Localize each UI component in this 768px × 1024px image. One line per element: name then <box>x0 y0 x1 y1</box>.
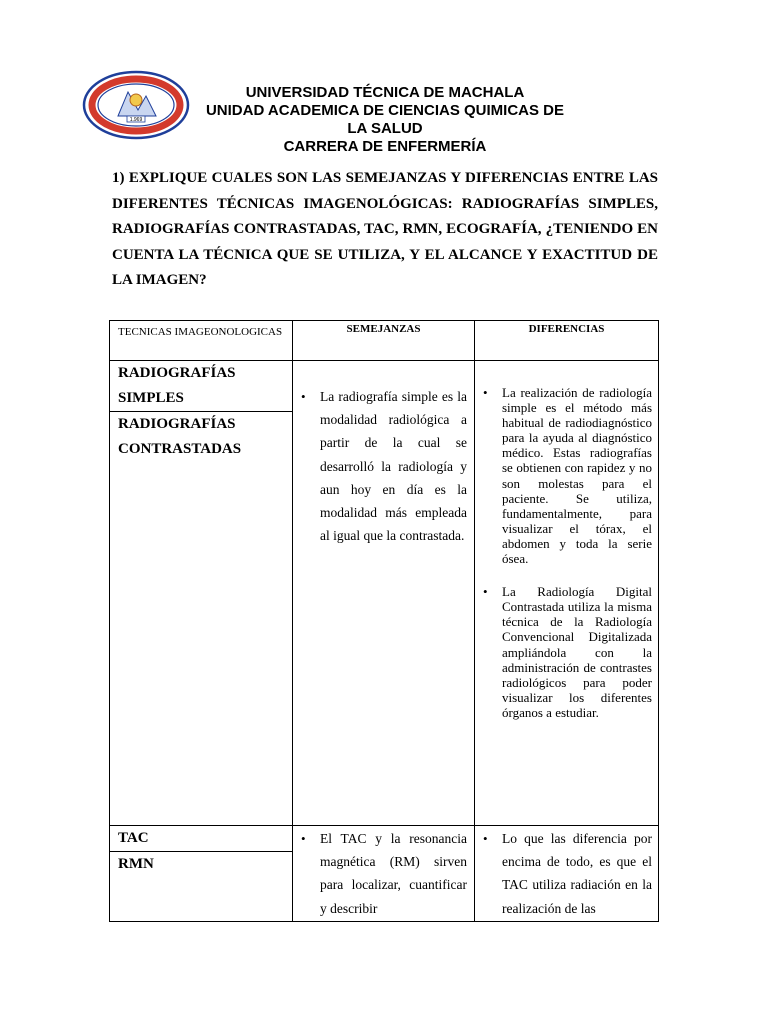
list-item <box>475 385 658 566</box>
bullet-icon: • <box>301 389 306 404</box>
bullet-icon: • <box>483 831 488 846</box>
tech-radiografias-contrastadas: RADIOGRAFÍAS CONTRASTADAS <box>110 412 293 826</box>
bullet-icon: • <box>301 831 306 846</box>
semejanza-text: El TAC y la resonancia magnética (RM) sirven para localizar, cuantificar y describir <box>320 831 467 916</box>
document-header <box>160 84 610 156</box>
tech-rmn: RMN <box>110 852 293 922</box>
header-semejanzas: SEMEJANZAS <box>293 321 475 361</box>
question-text: 1) EXPLIQUE CUALES SON LAS SEMEJANZAS Y DIFERENCIAS ENTRE LAS DIFERENTES TÉCNICAS IMAGENOLÓGICAS: RADIOGRAFÍAS SIMPLES, RADIOGRAFÍAS CONTRASTADAS, TAC, RMN, ECOGRAFÍA, ¿TENIENDO EN CUENTA LA TÉCNICA QUE SE UTILIZA, Y EL ALCANCE Y EXACTITUD DE LA IMAGEN? <box>112 170 658 288</box>
diferencia-cell <box>475 361 659 826</box>
logo-year: 1.969 <box>129 117 143 123</box>
table-row <box>110 826 659 852</box>
list-item <box>475 584 658 720</box>
bullet-icon: • <box>483 385 488 400</box>
diferencia-text: Lo que las diferencia por encima de todo, es que el TAC utiliza radiación en la realización de las <box>502 831 652 916</box>
header-university: UNIVERSIDAD TÉCNICA DE MACHALA <box>245 84 525 101</box>
comparison-table <box>109 320 659 922</box>
header-unit-cont: LA SALUD <box>347 120 423 137</box>
table-row <box>110 361 659 412</box>
header-career: CARRERA DE ENFERMERÍA <box>283 138 487 155</box>
table-header-row <box>110 321 659 361</box>
header-unit: UNIDAD ACADEMICA DE CIENCIAS QUIMICAS DE <box>205 102 565 119</box>
tech-radiografias-simples: RADIOGRAFÍAS SIMPLES <box>110 361 293 412</box>
semejanza-cell <box>293 361 475 826</box>
header-diferencias: DIFERENCIAS <box>475 321 659 361</box>
semejanza-text: La radiografía simple es la modalidad radiológica a partir de la cual se desarrolló la radiología y aun hoy en día es la modalidad más empleada al igual que la contrastada. <box>320 389 467 544</box>
list-item <box>475 827 658 920</box>
header-tecnicas: TECNICAS IMAGEONOLOGICAS <box>110 321 293 361</box>
tech-tac: TAC <box>110 826 293 852</box>
diferencia-text: La realización de radiología simple es el método más habitual de radiodiagnóstico para la ayuda al diagnóstico médico. Estas radiografías se obtienen con rapidez y no son molestas para el paciente. Se utiliza, fundamentalmente, para visualizar el tórax, el abdomen y toda la serie ósea. <box>502 385 652 567</box>
list-item <box>293 385 474 547</box>
diferencia-cell <box>475 826 659 922</box>
list-item <box>293 827 474 920</box>
diferencia-text: La Radiología Digital Contrastada utiliza la misma técnica de la Radiología Convencional Digitalizada ampliándola con la administración de contrastes radiológicos para poder visualizar los diferentes órganos a estudiar. <box>502 584 652 720</box>
semejanza-cell <box>293 826 475 922</box>
bullet-icon: • <box>483 584 488 600</box>
